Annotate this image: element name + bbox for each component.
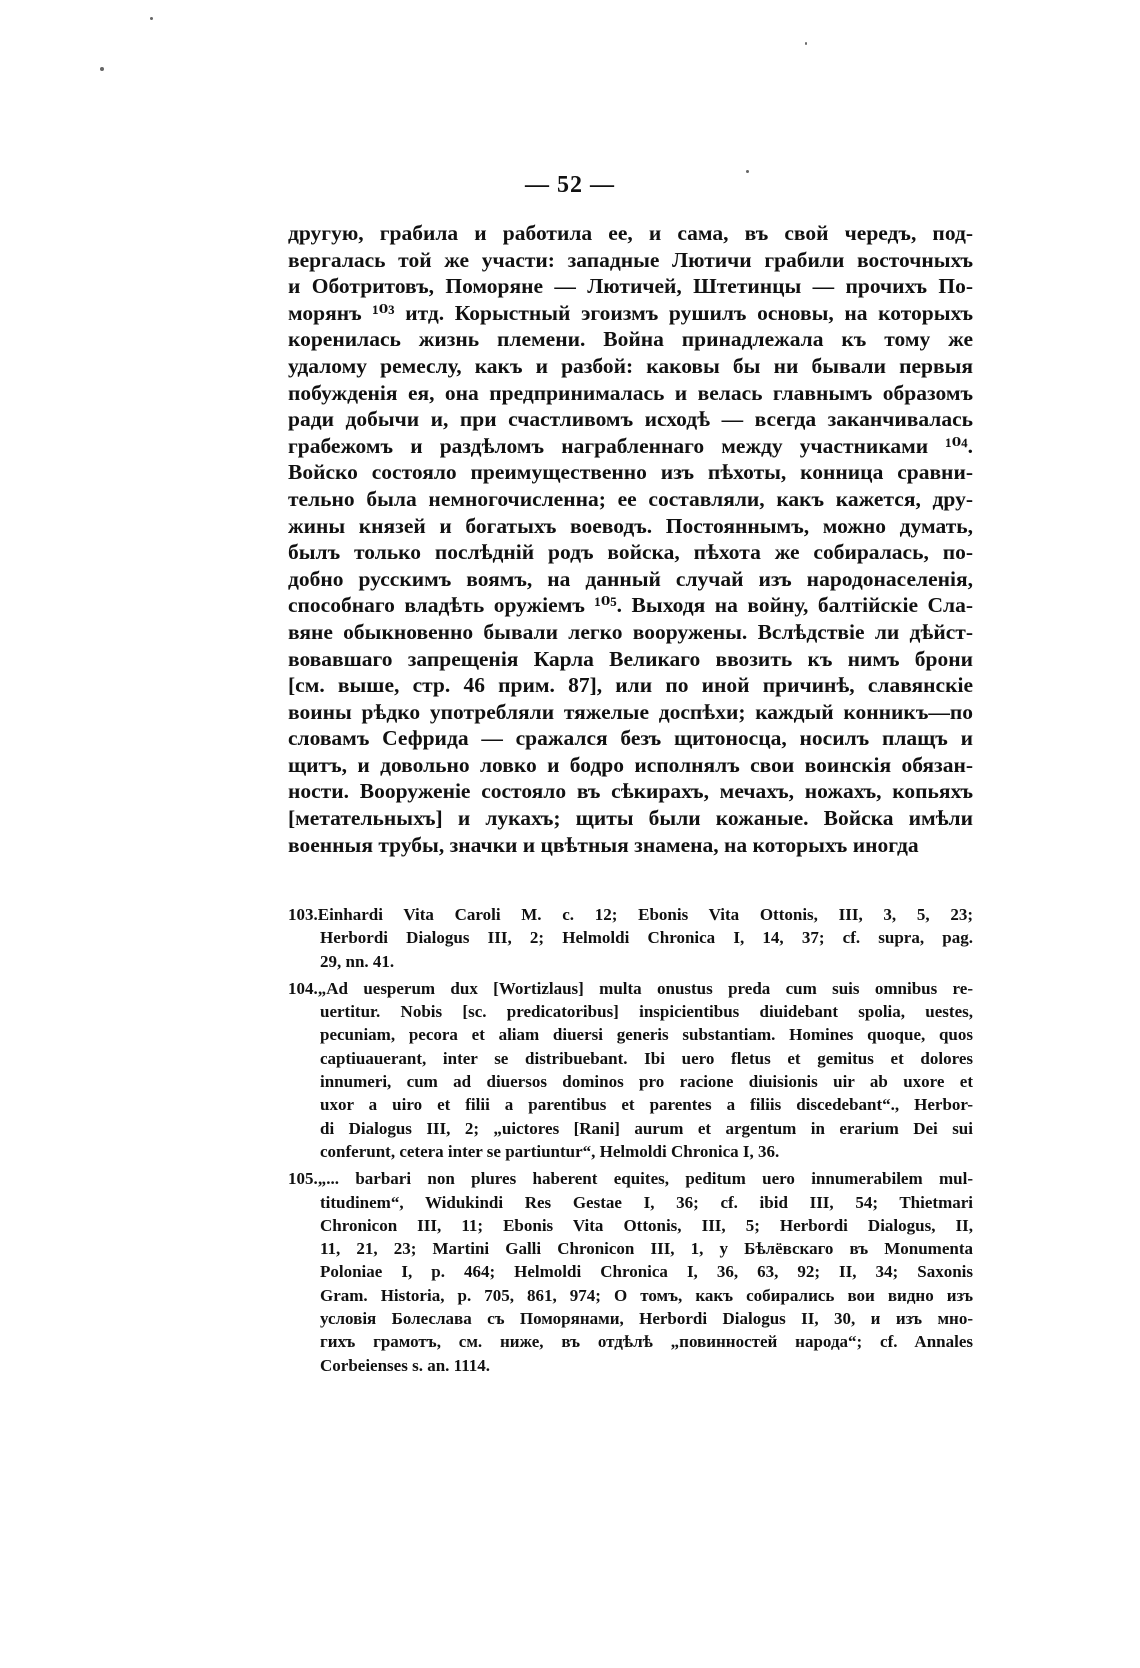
scan-speck [150,17,153,20]
text-line: вовавшаго запрещенія Карла Великаго ввозить къ нимъ брони [288,646,973,671]
footnote-line: uertitur. Nobis [sc. predicatoribus] inspicientibus diuidebant spolia, uestes, [320,1002,973,1022]
text-line: коренилась жизнь племени. Война принадлежала къ тому же [288,327,973,352]
text-line: былъ только послѣдній родъ войска, пѣхота же собиралась, по- [288,540,973,565]
footnote [288,903,973,973]
text-line: Войско состояло преимущественно изъ пѣхоты, конница сравни- [288,460,973,485]
footnote-line: uxor a uiro et filii a parentibus et parentes a filiis discedebant“., Herbor- [320,1095,973,1115]
footnote-line: 11, 21, 23; Martini Galli Chronicon III, 1, у Бѣлёвскаго въ Monumenta [320,1239,973,1259]
text-line: другую, грабила и работила ее, и сама, въ свой чередъ, под- [288,221,973,245]
text-line: щитъ, и довольно ловко и бодро исполнялъ свои воинскія обязан- [288,752,973,777]
footnotes [288,903,973,1381]
footnote-text: Einhardi Vita Caroli M. c. 12; Ebonis Vita Ottonis, III, 3, 5, 23; [317,905,973,924]
text-line: военныя трубы, значки и цвѣтныя знамена, на которыхъ иногда [288,832,919,857]
footnote-number: 105. [288,1169,318,1189]
footnote-line: Poloniae I, p. 464; Helmoldi Chronica I, 36, 63, 92; II, 34; Saxonis [320,1262,973,1282]
main-text [288,220,973,858]
text-line: воины рѣдко употребляли тяжелые доспѣхи; каждый конникъ—по [288,699,973,724]
scan-speck [805,42,807,45]
text-line: добно русскимъ воямъ, на данный случай изъ народонаселенія, [288,566,973,591]
text-line: и Оботритовъ, Поморяне — Лютичей, Штетинцы — прочихъ По- [288,274,973,299]
text-line: побужденія ея, она предпринималась и велась главнымъ образомъ [288,380,973,405]
text-line: жины князей и богатыхъ воеводъ. Постояннымъ, можно думать, [288,513,973,538]
footnote-line: titudinem“, Widukindi Res Gestae I, 36; cf. ibid III, 54; Thietmari [320,1192,973,1212]
footnote-line: 29, nn. 41. [320,951,395,971]
text-line: способнаго владѣть оружіемъ ¹⁰⁵. Выходя на войну, балтійскіе Сла- [288,593,973,618]
footnote-line: Corbeienses s. an. 1114. [320,1355,491,1375]
footnote-first-line [288,1167,973,1190]
footnote-text: „Ad uesperum dux [Wortizlaus] multa onustus preda cum suis omnibus re- [317,978,973,998]
footnote-line: conferunt, cetera inter se partiuntur“, Helmoldi Chronica I, 36. [320,1141,780,1161]
text-line: морянъ ¹⁰³ итд. Корыстный эгоизмъ рушилъ основы, на которыхъ [288,300,973,325]
footnote-line: pecuniam, pecora et aliam diuersi generis substantiam. Homines quoque, quos [320,1025,973,1045]
text-line: тельно была немногочисленна; ее составляли, какъ кажется, дру- [288,486,973,511]
footnote-line: innumeri, cum ad diuersos dominos pro racione diuisionis uir ab uxore et [320,1072,973,1092]
footnote-line: условія Болеслава съ Поморянами, Herbordi Dialogus II, 30, и изъ мно- [320,1309,973,1329]
footnote-first-line [288,977,973,1000]
text-line: грабежомъ и раздѣломъ награбленнаго между участниками ¹⁰⁴. [288,433,973,458]
footnote-first-line [288,903,973,926]
text-line: ради добычи и, при счастливомъ исходѣ — всегда заканчивалась [288,407,973,432]
footnote-line: Herbordi Dialogus III, 2; Helmoldi Chronica I, 14, 37; cf. supra, pag. [320,928,973,948]
footnote-line: гихъ грамотъ, см. ниже, въ отдѣлѣ „повинностей народа“; cf. Annales [320,1332,973,1352]
text-line: вергалась той же участи: западные Лютичи грабили восточныхъ [288,247,973,272]
page-number: — 52 — [525,172,615,198]
footnote-line: Gram. Historia, p. 705, 861, 974; О томъ, какъ собирались вои видно изъ [320,1285,973,1305]
footnote-number: 104. [288,978,318,998]
text-line: [см. выше, стр. 46 прим. 87], или по иной причинѣ, славянскіе [288,673,973,698]
footnote-line: captiuauerant, inter se distribuebant. Ibi uero fletus et gemitus et dolores [320,1048,973,1068]
scan-speck [100,67,104,71]
text-line: ности. Вооруженіе состояло въ сѣкирахъ, мечахъ, ножахъ, копьяхъ [288,779,973,804]
footnote-line: Chronicon III, 11; Ebonis Vita Ottonis, III, 5; Herbordi Dialogus, II, [320,1215,973,1235]
text-line: словамъ Сефрида — сражался безъ щитоносца, носилъ плащъ и [288,726,973,751]
footnote-text: „... barbari non plures haberent equites, peditum uero innumerabilem mul- [317,1169,973,1189]
text-line: удалому ремеслу, какъ и разбой: каковы бы ни бывали первыя [288,353,973,378]
text-line: [метательныхъ] и лукахъ; щиты были кожаные. Войска имѣли [288,806,973,831]
footnote [288,1167,973,1377]
footnote-line: di Dialogus III, 2; „uictores [Rani] aurum et argentum in erarium Dei sui [320,1118,973,1138]
footnote [288,977,973,1163]
text-line: вяне обыкновенно бывали легко вооружены. Вслѣдствіе ли дѣйст- [288,619,973,644]
footnote-number: 103. [288,905,318,924]
